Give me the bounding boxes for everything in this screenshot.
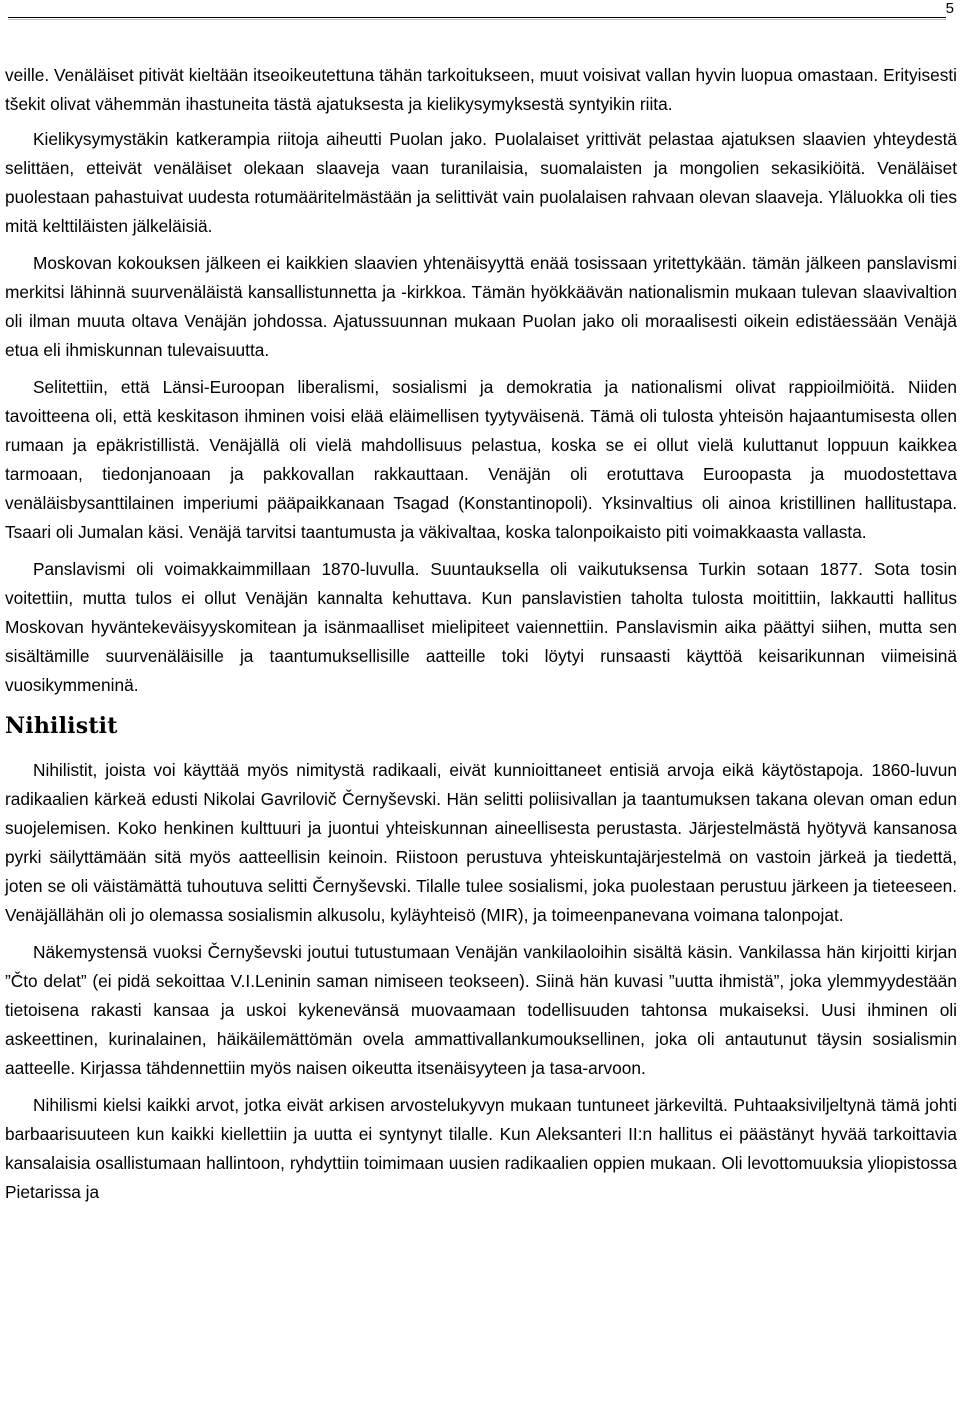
paragraph: Näkemystensä vuoksi Černyševski joutui tutustumaan Venäjän vankilaoloihin sisältä käsin. Vankilassa hän kirjoitti kirjan ”Čto delat” (ei pidä sekoittaa V.I.Leninin saman nimiseen teokseen). Siinä hän kuvasi ”uutta ihmistä”, joka ylemmyydestään tietoisena rakasti kansaa ja uskoi kykenevänsä muovaamaan todellisuuden tahtonsa mukaiseksi. Uusi ihminen oli askeettinen, kurinalainen, häikäilemättömän ovela ammattivallankumouksellinen, joka oli antautunut täysin sosialismin aatteelle. Kirjassa tähdennettiin myös naisen oikeutta itsenäisyyteen ja tasa-arvoon.	[5, 942, 957, 1078]
header-rule	[8, 17, 946, 18]
paragraph: Panslavismi oli voimakkaimmillaan 1870-luvulla. Suuntauksella oli vaikutuksensa Turkin sotaan 1877. Sota tosin voitettiin, mutta tulos ei ollut Venäjän kannalta kehuttava. Kun panslavistien taholta tulosta moitittiin, lakkautti hallitus Moskovan hyväntekeväisyyskomitean ja isänmaalliset mielipiteet vaiennettiin. Panslavismin aika päättyi siihen, mutta sen sisältämille suurvenäläisille ja taantumuksellisille aatteille toki löytyi runsaasti käyttöä keisarikunnan viimeisinä vuosikymmeninä.	[5, 559, 957, 695]
page-number: 5	[945, 0, 954, 17]
document-body	[5, 61, 957, 1207]
paragraph: Kielikysymystäkin katkerampia riitoja aiheutti Puolan jako. Puolalaiset yrittivät pelastaa ajatuksen slaavien yhteydestä selittäen, etteivät venäläiset olekaan slaaveja vaan turanilaisia, suomalaisten ja mongolien sekasikiöitä. Venäläiset puolestaan pahastuivat uudesta rotumääritelmästään ja selittivät vain puolalaisen rahvaan olevan slaaveja. Yläluokka oli ties mitä kelttiläisten jälkeläisiä.	[5, 129, 957, 236]
paragraph: Selitettiin, että Länsi-Euroopan liberalismi, sosialismi ja demokratia ja nationalismi olivat rappioilmiöitä. Niiden tavoitteena oli, että keskitason ihminen voisi elää eläimellisen tyytyväisenä. Tämä oli tulosta yhteisön hajaantumisesta ollen rumaan ja epäkristillistä. Venäjällä oli vielä mahdollisuus pelastua, koska se ei ollut vielä kuluttanut loppuun kaikkea tarmoaan, tiedonjanoaan ja pakkovallan rakkauttaan. Venäjän oli erotuttava Euroopasta ja muodostettava venäläisbysanttilainen imperiumi pääpaikkanaan Tsagad (Konstantinopoli). Yksinvaltius oli ainoa kristillinen hallitustapa. Tsaari oli Jumalan käsi. Venäjä tarvitsi taantumusta ja väkivaltaa, koska talonpoikaisto piti voimakkaasta vallasta.	[5, 377, 957, 542]
paragraph: Moskovan kokouksen jälkeen ei kaikkien slaavien yhtenäisyyttä enää tosissaan yritettykään. tämän jälkeen panslavismi merkitsi lähinnä suurvenäläistä kansallistunnetta ja -kirkkoa. Tämän hyökkäävän nationalismin mukaan tulevan slaavivaltion oli ilman muuta oltava Venäjän johdossa. Ajatussuunnan mukaan Puolan jako oli moraalisesti oikein edistäessään Venäjä etua eli ihmiskunnan tulevaisuutta.	[5, 253, 957, 360]
section-heading: Nihilistit	[5, 713, 118, 739]
paragraph: Nihilismi kielsi kaikki arvot, jotka eivät arkisen arvostelukyvyn mukaan tuntuneet järkeviltä. Puhtaaksiviljeltynä tämä johti barbaarisuuteen kun kaikki kiellettiin ja uutta ei syntynyt tilalle. Kun Aleksanteri II:n hallitus ei päästänyt hyvää tarkoittavia kansalaisia osallistumaan hallintoon, ryhdyttiin toimimaan uusien radikaalien oppien mukaan. Oli levottomuuksia yliopistossa Pietarissa ja	[5, 1095, 957, 1202]
paragraph: Nihilistit, joista voi käyttää myös nimitystä radikaali, eivät kunnioittaneet entisiä arvoja eikä käytöstapoja. 1860-luvun radikaalien kärkeä edusti Nikolai Gavrilovič Černyševski. Hän selitti poliisivallan ja taantumuksen takana olevan oman edun suojelemisen. Koko henkinen kulttuuri ja juontui yhteiskunnan aineellisesta perustasta. Järjestelmästä hyötyvä kansanosa pyrki säilyttämään sitä myös aatteellisin keinoin. Riistoon perustuva yhteiskuntajärjestelmä on vastoin järkeä ja tiedettä, joten se oli väistämättä tuhoutuva selitti Černyševski. Tilalle tulee sosialismi, joka puolestaan perustuu järkeen ja tieteeseen. Venäjällähän oli jo olemassa sosialismin alkusolu, kyläyhteisö (MIR), ja toimeenpanevana voimana talonpojat.	[5, 760, 957, 925]
paragraph: veille. Venäläiset pitivät kieltään itseoikeutettuna tähän tarkoitukseen, muut voisivat vallan hyvin luopua omastaan. Erityisesti tšekit olivat vähemmän ihastuneita tästä ajatuksesta ja kielikysymyksestä syntyikin riita.	[5, 65, 957, 114]
